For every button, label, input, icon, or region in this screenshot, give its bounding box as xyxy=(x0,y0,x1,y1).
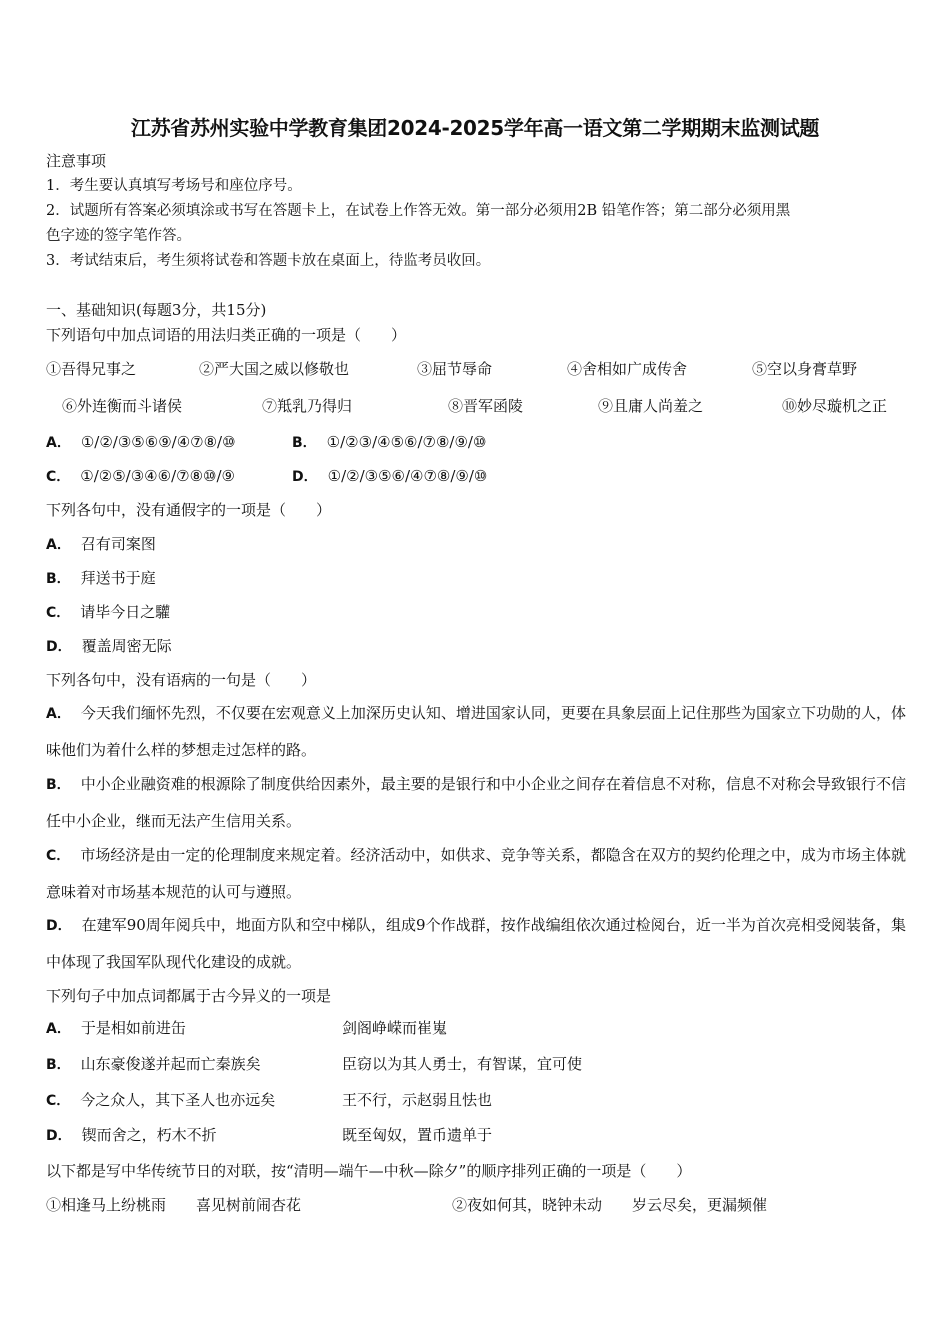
option-text: 今之众人，其下圣人也亦远矣 xyxy=(80,1091,276,1109)
option-a[interactable] xyxy=(46,1018,186,1039)
option-label: A． xyxy=(46,537,71,553)
option-a[interactable] xyxy=(46,432,236,453)
option-label: B． xyxy=(46,1057,71,1073)
notice-heading: 注意事项 xyxy=(46,152,107,170)
option-label: D． xyxy=(292,469,318,485)
option-label: C． xyxy=(46,848,71,864)
option-d[interactable] xyxy=(292,466,487,487)
option-text: 中小企业融资难的根源除了制度供给因素外，最主要的是银行和中小企业之间存在着信息不对称，信息不对称会导致银行不信任中小企业，继而无法产生信用关系。 xyxy=(46,775,906,830)
option-text: 锲而舍之，朽木不折 xyxy=(81,1126,217,1144)
q1-item: ⑦羝乳乃得归 xyxy=(262,397,353,415)
option-a[interactable] xyxy=(46,534,156,555)
q1-item: ②严大国之威以修敬也 xyxy=(199,360,350,378)
couplet-item: ①相逢马上纷桃雨 喜见树前闹杏花 xyxy=(46,1196,302,1214)
question-stem: 下列各句中，没有语病的一句是（ ） xyxy=(46,671,317,689)
option-b[interactable] xyxy=(292,432,486,453)
question-stem: 下列语句中加点词语的用法归类正确的一项是（ ） xyxy=(46,326,407,344)
option-a[interactable] xyxy=(46,695,906,768)
notice-item: 色字迹的签字笔作答。 xyxy=(46,228,191,244)
q1-item: ③屈节辱命 xyxy=(417,360,493,378)
option-c[interactable] xyxy=(46,466,235,487)
option-b[interactable] xyxy=(46,1054,261,1075)
option-text: 市场经济是由一定的伦理制度来规定着。经济活动中，如供求、竞争等关系，都隐含在双方的契约伦理之中，成为市场主体就意味着对市场基本规范的认可与遵照。 xyxy=(46,846,906,901)
question-stem: 以下都是写中华传统节日的对联，按“清明—端午—中秋—除夕”的顺序排列正确的一项是（ ） xyxy=(46,1162,692,1180)
option-text: 在建军90周年阅兵中，地面方队和空中梯队，组成9个作战群，按作战编组依次通过检阅台，近一半为首次亮相受阅装备，集中体现了我国军队现代化建设的成就。 xyxy=(46,916,907,971)
option-c-second: 王不行，示赵弱且怯也 xyxy=(342,1091,493,1109)
option-text: ①/②⑤/③④⑥/⑦⑧⑩/⑨ xyxy=(80,467,235,485)
option-label: C． xyxy=(46,605,71,621)
option-text: ①/②/③⑤⑥/④⑦⑧/⑨/⑩ xyxy=(327,467,488,485)
option-text: 山东豪俊遂并起而亡秦族矣 xyxy=(80,1055,261,1073)
option-c[interactable] xyxy=(46,602,170,623)
option-text: 于是相如前进缶 xyxy=(80,1019,186,1037)
option-d[interactable] xyxy=(46,636,172,657)
notice-item: 1．考生要认真填写考场号和座位序号。 xyxy=(46,178,302,194)
option-label: B． xyxy=(292,435,317,451)
option-b[interactable] xyxy=(46,568,156,589)
q1-item: ⑤空以身膏草野 xyxy=(752,360,858,378)
option-label: B． xyxy=(46,777,71,793)
option-label: D． xyxy=(46,918,72,934)
option-c[interactable] xyxy=(46,837,906,910)
q1-item: ⑨且庸人尚羞之 xyxy=(598,397,704,415)
q1-item: ⑩妙尽璇机之正 xyxy=(782,397,888,415)
option-text: ①/②③/④⑤⑥/⑦⑧/⑨/⑩ xyxy=(326,433,487,451)
option-label: B． xyxy=(46,571,71,587)
option-label: D． xyxy=(46,1128,72,1144)
option-text: 请毕今日之驩 xyxy=(80,603,171,621)
option-text: ①/②/③⑤⑥⑨/④⑦⑧/⑩ xyxy=(80,433,236,451)
option-label: D． xyxy=(46,639,72,655)
option-label: A． xyxy=(46,1021,71,1037)
option-b-second: 臣窃以为其人勇士，有智谋，宜可使 xyxy=(342,1055,583,1073)
option-c[interactable] xyxy=(46,1090,275,1111)
option-text: 召有司案图 xyxy=(80,535,156,553)
option-d[interactable] xyxy=(46,1125,217,1146)
section-heading: 一、基础知识(每题3分，共15分) xyxy=(46,301,267,319)
page-title: 江苏省苏州实验中学教育集团2024-2025学年高一语文第二学期期末监测试题 xyxy=(130,116,820,140)
couplet-item: ②夜如何其，晓钟未动 岁云尽矣，更漏频催 xyxy=(452,1196,768,1214)
option-text: 覆盖周密无际 xyxy=(81,637,172,655)
option-label: C． xyxy=(46,469,71,485)
notice-item: 2．试题所有答案必须填涂或书写在答题卡上，在试卷上作答无效。第一部分必须用2B 铅笔作答；第二部分必须用黑 xyxy=(46,203,791,219)
option-b[interactable] xyxy=(46,766,906,839)
question-stem: 下列各句中，没有通假字的一项是（ ） xyxy=(46,501,332,519)
q1-item: ④舍相如广成传舍 xyxy=(567,360,688,378)
notice-item: 3．考试结束后，考生须将试卷和答题卡放在桌面上，待监考员收回。 xyxy=(46,253,491,269)
option-text: 拜送书于庭 xyxy=(80,569,156,587)
option-a-second: 剑阁峥嵘而崔嵬 xyxy=(342,1019,448,1037)
option-text: 今天我们缅怀先烈，不仅要在宏观意义上加深历史认知、增进国家认同，更要在具象层面上记住那些为国家立下功勋的人，体味他们为着什么样的梦想走过怎样的路。 xyxy=(46,704,906,759)
question-stem: 下列句子中加点词都属于古今异义的一项是 xyxy=(46,987,332,1005)
q1-item: ⑧晋军函陵 xyxy=(448,397,524,415)
q1-item: ⑥外连衡而斗诸侯 xyxy=(62,397,183,415)
option-d-second: 既至匈奴，置币遗单于 xyxy=(342,1126,493,1144)
option-label: C． xyxy=(46,1093,71,1109)
option-label: A． xyxy=(46,706,71,722)
option-label: A． xyxy=(46,435,71,451)
option-d[interactable] xyxy=(46,907,906,980)
q1-item: ①吾得兄事之 xyxy=(46,360,137,378)
